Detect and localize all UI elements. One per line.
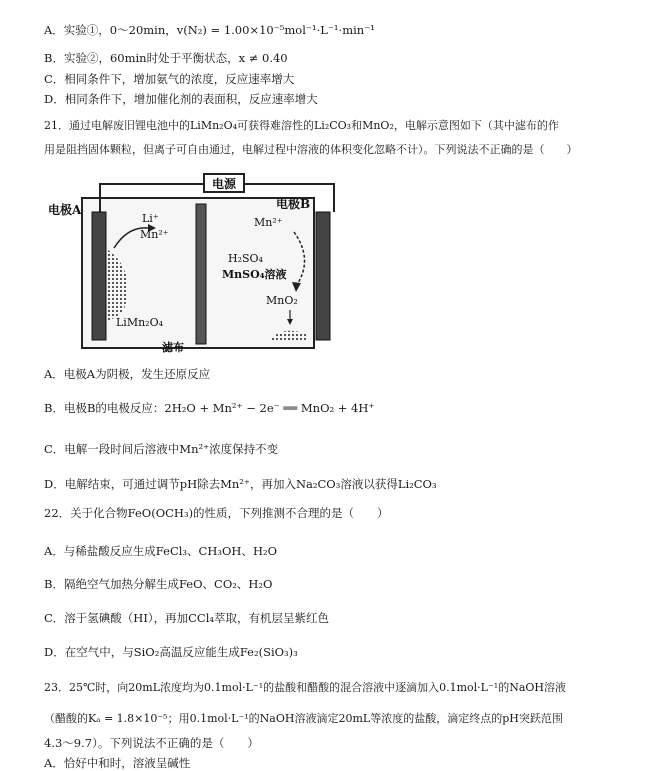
q21-stem-line2: 用是阻挡固体颗粒，但离子可自由通过，电解过程中溶液的体积变化忽略不计）。下列说法不正确的是（ ） xyxy=(44,143,578,156)
q22-option-c: C．溶于氢碘酸（HI），再加CCl₄萃取，有机层呈紫红色 xyxy=(44,611,330,625)
electrolysis-diagram xyxy=(44,170,344,355)
electrode-b-label: 电极B xyxy=(276,197,311,211)
limn2o4-label: LiMn₂O₄ xyxy=(116,316,164,329)
q20-option-d: D．相同条件下，增加催化剂的表面积，反应速率增大 xyxy=(44,92,318,106)
q22-option-d: D．在空气中，与SiO₂高温反应能生成Fe₂(SiO₃)₃ xyxy=(44,645,298,659)
mnso4-solution-label: MnSO₄溶液 xyxy=(222,268,287,281)
electrode-a-label: 电极A xyxy=(48,203,82,217)
ion-mn-left-label: Mn²⁺ xyxy=(140,228,169,241)
q23-stem-line1: 23．25℃时，向20mL浓度均为0.1mol·L⁻¹的盐酸和醋酸的混合溶液中逐滴加入0.1mol·L⁻¹的NaOH溶液 xyxy=(44,681,566,694)
power-label: 电源 xyxy=(211,177,237,191)
q21-option-c: C．电解一段时间后溶液中Mn²⁺浓度保持不变 xyxy=(44,442,279,456)
q22-option-a: A．与稀盐酸反应生成FeCl₃、CH₃OH、H₂O xyxy=(44,544,278,558)
ion-li-label: Li⁺ xyxy=(142,212,159,225)
h2so4-label: H₂SO₄ xyxy=(228,252,263,265)
filter-cloth xyxy=(196,204,206,344)
mno2-label: MnO₂ xyxy=(266,294,298,307)
q23-option-a: A．恰好中和时，溶液呈碱性 xyxy=(44,756,191,770)
q22-option-b: B．隔绝空气加热分解生成FeO、CO₂、H₂O xyxy=(44,577,273,591)
electrode-b xyxy=(316,212,330,340)
q21-stem-line1: 21．通过电解废旧锂电池中的LiMn₂O₄可获得难溶性的Li₂CO₃和MnO₂，电解示意图如下（其中滤布的作 xyxy=(44,119,559,132)
q23-stem-line3: 4.3～9.7）。下列说法不正确的是（ ） xyxy=(44,736,259,750)
q21-option-d: D．电解结束，可通过调节pH除去Mn²⁺，再加入Na₂CO₃溶液以获得Li₂CO₃ xyxy=(44,477,437,491)
filter-label: 滤布 xyxy=(162,341,184,354)
ion-mn-right-label: Mn²⁺ xyxy=(254,216,283,229)
q20-option-a: A．实验①，0～20min，v(N₂) = 1.00×10⁻⁵mol⁻¹·L⁻¹·min⁻¹ xyxy=(44,23,375,37)
q23-stem-line2: （醋酸的Kₐ = 1.8×10⁻⁵；用0.1mol·L⁻¹的NaOH溶液滴定20mL等浓度的盐酸，滴定终点的pH突跃范围 xyxy=(44,712,563,725)
q21-option-b: B．电极B的电极反应：2H₂O + Mn²⁺ − 2e⁻ ══ MnO₂ + 4H⁺ xyxy=(44,401,375,415)
q21-option-a: A．电极A为阴极，发生还原反应 xyxy=(44,367,211,381)
q20-option-b: B．实验②，60min时处于平衡状态，x ≠ 0.40 xyxy=(44,51,288,65)
q20-option-c: C．相同条件下，增加氨气的浓度，反应速率增大 xyxy=(44,72,295,86)
electrode-a xyxy=(92,212,106,340)
q22-stem: 22．关于化合物FeO(OCH₃)的性质，下列推测不合理的是（ ） xyxy=(44,506,389,520)
